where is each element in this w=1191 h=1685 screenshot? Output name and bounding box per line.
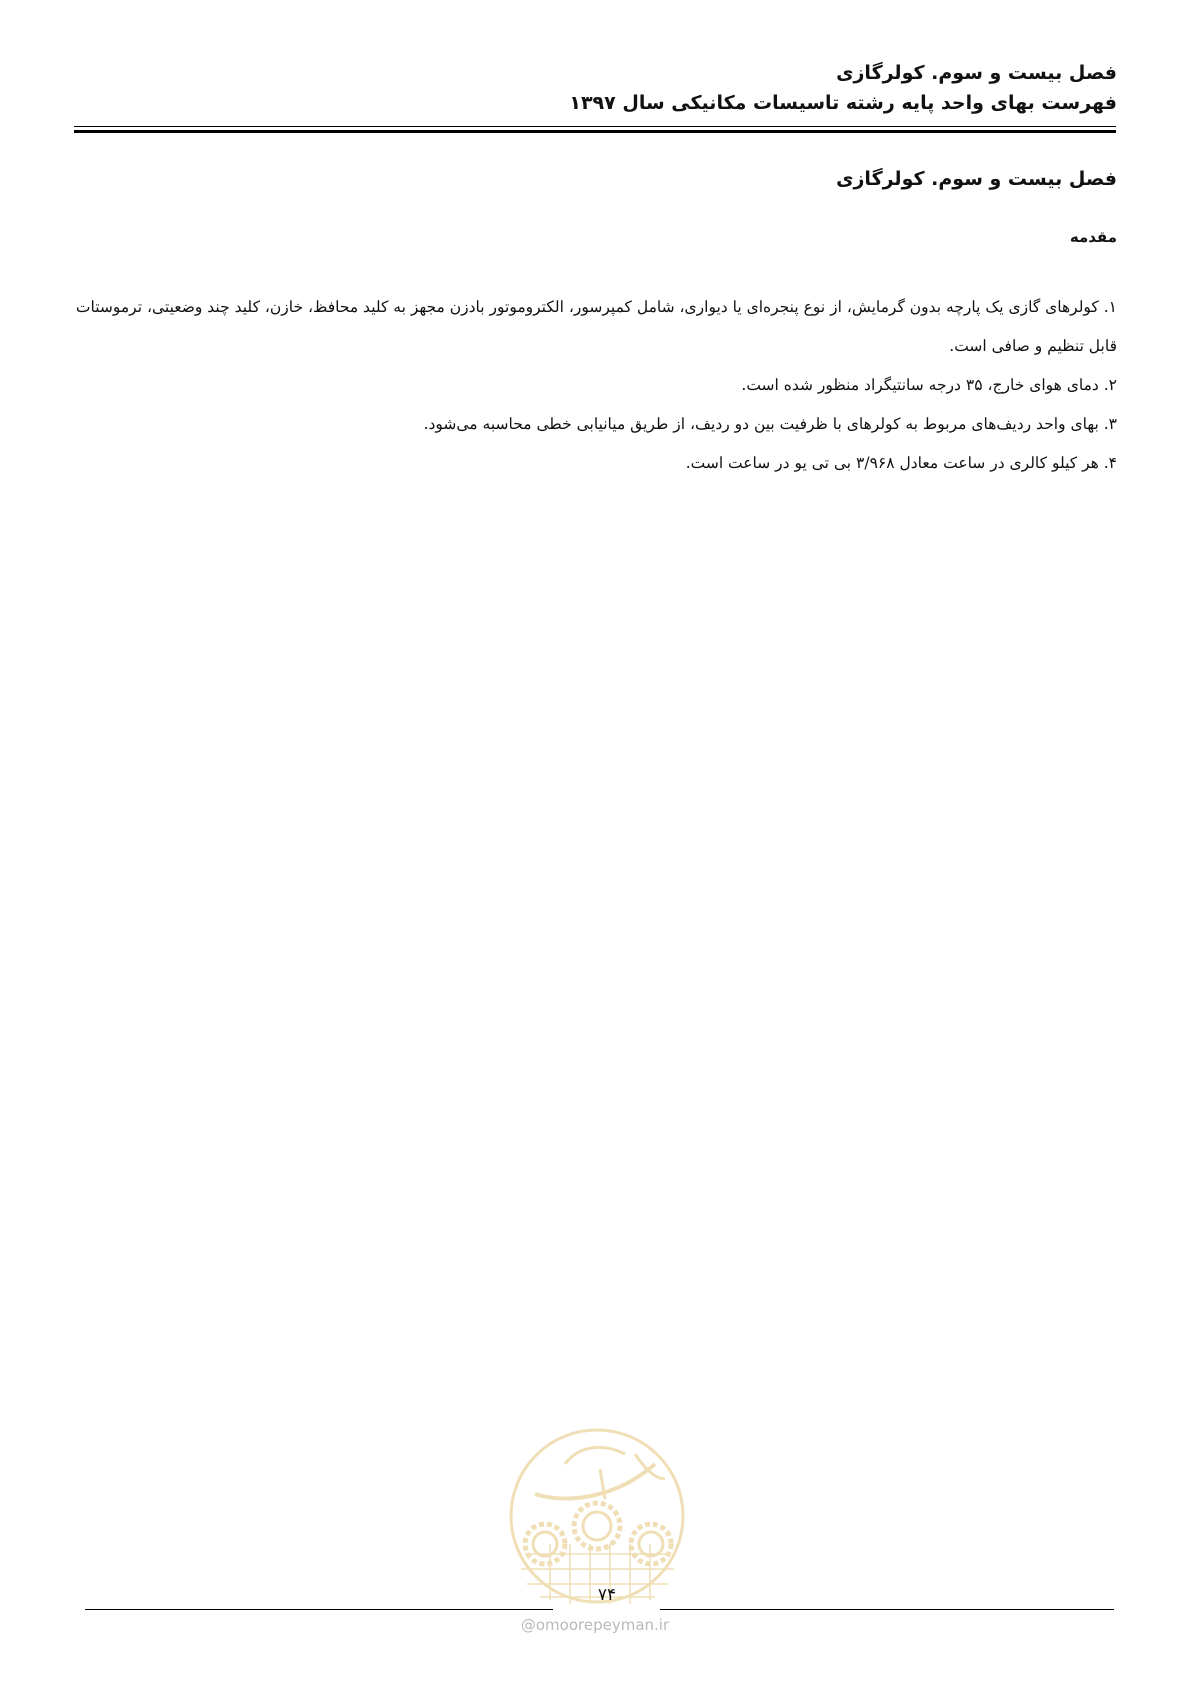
chapter-title: فصل بیست و سوم. کولرگازی (836, 168, 1117, 190)
footer-rule-right (660, 1609, 1114, 1610)
header-list-title: فهرست بهای واحد پایه رشته تاسیسات مکانیکی سال ۱۳۹۷ (569, 92, 1117, 114)
site-url-text: omoorepeyman.ir (535, 1616, 670, 1634)
list-item: ۳. بهای واحد ردیف‌های مربوط به کولرهای با ظرفیت بین دو ردیف، از طریق میانیابی خطی محاسبه می‌شود. (423, 415, 1117, 433)
site-url (500, 1616, 690, 1634)
header-chapter: فصل بیست و سوم. کولرگازی (836, 62, 1117, 84)
list-item: ۴. هر کیلو کالری در ساعت معادل ۳/۹۶۸ بی تی یو در ساعت است. (685, 454, 1117, 472)
footer-rule-left (85, 1609, 553, 1610)
running-header (75, 58, 1117, 118)
intro-list (75, 288, 1117, 483)
header-rule-thin (74, 126, 1116, 127)
page-number: ۷۴ (597, 1585, 617, 1605)
intro-heading: مقدمه (1069, 228, 1117, 246)
copyright-icon: @ (520, 1616, 536, 1634)
list-item: ۲. دمای هوای خارج، ۳۵ درجه سانتیگراد منظور شده است. (741, 376, 1117, 394)
header-rule-thick (74, 130, 1116, 133)
list-item: ۱. کولرهای گازی یک پارچه بدون گرمایش، از نوع پنجره‌ای یا دیواری، شامل کمپرسور، الکتروموتور بادزن مجهز به کلید محافظ، خازن، کلید چند وضعیتی، ترموستات قابل تنظیم و صافی است. (75, 298, 1117, 355)
